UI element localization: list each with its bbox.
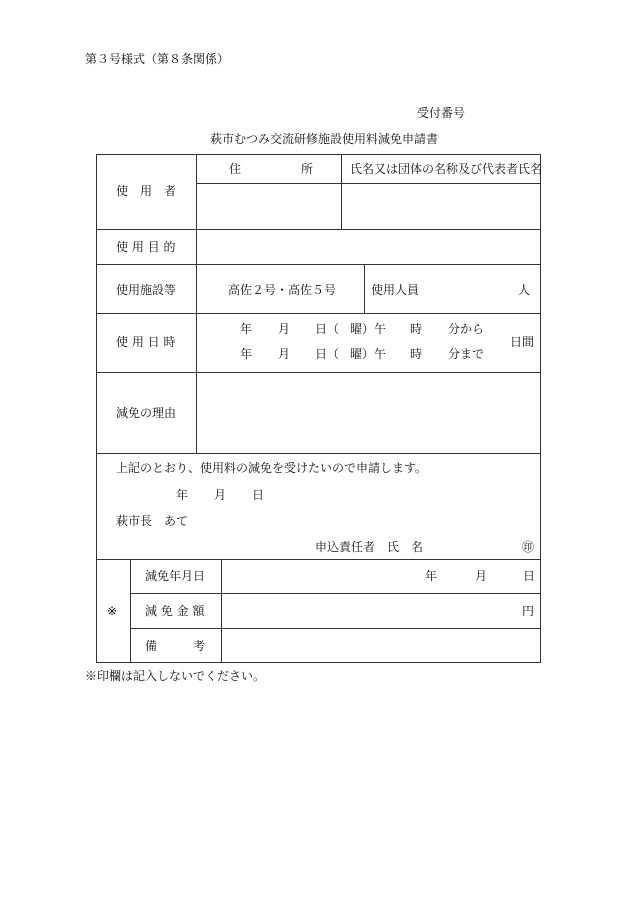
- address-label: 住 所: [229, 162, 314, 176]
- end-day-unit: 日（: [315, 347, 340, 361]
- address-field[interactable]: [198, 185, 340, 228]
- addressee: 萩市長 あて: [116, 514, 189, 528]
- end-year-unit: 年: [240, 347, 253, 361]
- responsible-label: 申込責任者 氏 名: [315, 540, 424, 554]
- declaration-month-unit: 月: [214, 488, 227, 502]
- approval-date-label: 減免年月日: [145, 569, 206, 583]
- receipt-number-label: 受付番号: [417, 106, 466, 120]
- people-unit: 人: [518, 283, 531, 297]
- reason-field[interactable]: [198, 374, 539, 452]
- start-weekday-unit: 曜）午: [350, 322, 387, 336]
- footnote: ※印欄は記入しないでください。: [85, 669, 266, 683]
- start-day-unit: 日（: [315, 322, 340, 336]
- end-minute-unit: 分まで: [448, 347, 485, 361]
- approval-day-unit: 日: [523, 569, 536, 583]
- end-month-unit: 月: [278, 347, 291, 361]
- start-minute-unit: 分から: [448, 322, 485, 336]
- declaration-day-unit: 日: [252, 488, 265, 502]
- start-hour-unit: 時: [410, 322, 423, 336]
- reason-label: 減免の理由: [116, 406, 177, 420]
- people-label: 使用人員: [371, 283, 420, 297]
- name-label: 氏名又は団体の名称及び代表者氏名: [350, 162, 543, 176]
- approval-year-unit: 年: [425, 569, 438, 583]
- form-title: 萩市むつみ交流研修施設使用料減免申請書: [210, 132, 439, 146]
- name-field[interactable]: [343, 185, 539, 228]
- declaration-text: 上記のとおり、使用料の減免を受けたいので申請します。: [116, 461, 428, 475]
- start-year-unit: 年: [240, 322, 253, 336]
- days-unit: 日間: [510, 335, 535, 349]
- remarks-label: 備 考: [145, 639, 206, 653]
- form-number: 第３号様式（第８条関係）: [85, 52, 230, 66]
- start-month-unit: 月: [278, 322, 291, 336]
- end-hour-unit: 時: [410, 347, 423, 361]
- declaration-year-unit: 年: [176, 488, 189, 502]
- amount-label: 減 免 金 額: [145, 604, 205, 618]
- purpose-label: 使 用 目 的: [116, 240, 176, 254]
- datetime-label: 使 用 日 時: [116, 335, 176, 349]
- approval-month-unit: 月: [475, 569, 488, 583]
- purpose-field[interactable]: [198, 231, 539, 263]
- amount-unit: 円: [522, 604, 535, 618]
- office-use-mark: ※: [107, 604, 118, 618]
- applicant-label: 使 用 者: [116, 184, 177, 198]
- seal-mark: ㊞: [522, 540, 535, 554]
- end-weekday-unit: 曜）午: [350, 347, 387, 361]
- facility-value: 高佐２号・高佐５号: [228, 283, 337, 297]
- facility-label: 使用施設等: [116, 283, 177, 297]
